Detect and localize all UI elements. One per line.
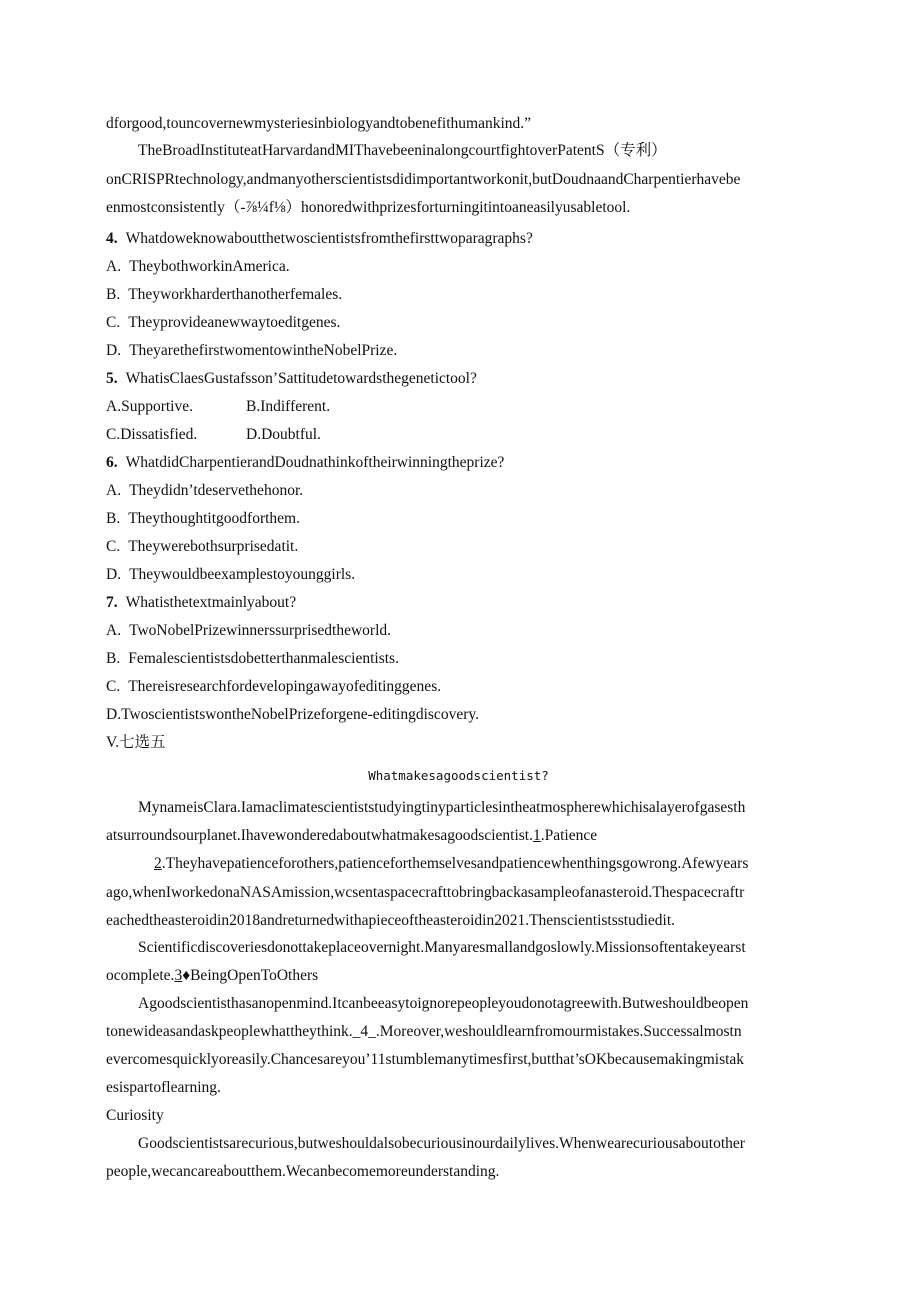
article-line: MynameisClara.Iamaclimatescientiststudyingtinyparticlesintheatmospherewhichisalayerofgasesth (138, 799, 746, 816)
section-heading: V.七选五 (106, 734, 166, 751)
option-4c[interactable]: C. Theyprovideanewwaytoeditgenes. (106, 314, 341, 331)
question-7 (106, 593, 811, 613)
option-7d[interactable]: D.TwoscientistswontheNobelPrizeforgene-editingdiscovery. (106, 706, 479, 723)
question-6 (106, 453, 811, 473)
article-line: Agoodscientisthasanopenmind.Itcanbeeasytoignorepeopleyoudonotagreewith.Butweshouldbeopen (138, 995, 749, 1012)
article-line: esispartoflearning. (106, 1079, 221, 1096)
question-number: 5. (106, 370, 118, 387)
passage-line: onCRISPRtechnology,andmanyotherscientistsdidimportantworkonit,butDoudnaandCharpentierhavebe (106, 171, 741, 188)
question-text: Whatisthetextmainlyabout? (125, 594, 297, 611)
question-text: WhatisClaesGustafsson’Sattitudetowardsthegenetictool? (125, 370, 477, 387)
option-5a[interactable]: A.Supportive. (106, 398, 193, 415)
option-7c[interactable]: C. Thereisresearchfordevelopingawayofeditinggenes. (106, 678, 442, 695)
passage-line: TheBroadInstituteatHarvardandMIThavebeeninalongcourtfightoverPatentS（专利） (138, 142, 667, 159)
question-text: WhatdidCharpentierandDoudnathinkoftheirwinningtheprize? (125, 454, 505, 471)
option-6b[interactable]: B. Theythoughtitgoodforthem. (106, 510, 300, 527)
blank-1[interactable]: 1 (532, 827, 541, 844)
question-4 (106, 229, 811, 249)
article-line: Scientificdiscoveriesdonottakeplaceovernight.Manyaresmallandgoslowly.Missionsoftentakeyearst (138, 939, 746, 956)
article-title: Whatmakesagoodscientist? (368, 768, 549, 783)
question-5 (106, 369, 811, 389)
passage-line: dforgood,touncovernewmysteriesinbiologyandtobenefithumankind.” (106, 115, 532, 132)
article-line: people,wecancareaboutthem.Wecanbecomemoreunderstanding. (106, 1163, 500, 1180)
article-line: atsurroundsourplanet.Ihavewonderedaboutwhatmakesagoodscientist.1.Patience (106, 827, 598, 844)
option-5d[interactable]: D.Doubtful. (246, 426, 321, 443)
question-number: 7. (106, 594, 118, 611)
article-line: tonewideasandaskpeoplewhattheythink._4_.Moreover,weshouldlearnfromourmistakes.Successalmostn (106, 1023, 742, 1040)
passage-line: enmostconsistently（-⅞¼f⅛）honoredwithprizesforturningitintoaneasilyusabletool. (106, 199, 631, 216)
option-4d[interactable]: D. TheyarethefirstwomentowintheNobelPrize. (106, 342, 398, 359)
option-5c[interactable]: C.Dissatisfied. (106, 426, 198, 443)
option-6d[interactable]: D. Theywouldbeexamplestoyounggirls. (106, 566, 356, 583)
option-row-5ab (106, 397, 811, 417)
option-7b[interactable]: B. Femalescientistsdobetterthanmalescientists. (106, 650, 399, 667)
question-number: 6. (106, 454, 118, 471)
article-line: ago,whenIworkedonaNASAmission,wcsentaspacecrafttobringbackasampleofanasteroid.Thespacecraftr (106, 884, 745, 901)
option-row-5cd (106, 425, 811, 445)
question-number: 4. (106, 230, 118, 247)
article-line: 2.Theyhavepatienceforothers,patienceforthemselvesandpatiencewhenthingsgowrong.Afewyears (154, 855, 749, 872)
blank-3[interactable]: 3 (174, 967, 183, 984)
article-line: evercomesquicklyoreasily.Chancesareyou’11stumblemanytimesfirst,butthat’sOKbecausemakingmistak (106, 1051, 745, 1068)
subheading-curiosity: Curiosity (106, 1107, 164, 1124)
question-text: Whatdoweknowaboutthetwoscientistsfromthefirsttwoparagraphs? (125, 230, 533, 247)
option-7a[interactable]: A. TwoNobelPrizewinnerssurprisedtheworld. (106, 622, 392, 639)
option-4b[interactable]: B. Theyworkharderthanotherfemales. (106, 286, 343, 303)
option-6c[interactable]: C. Theywerebothsurprisedatit. (106, 538, 299, 555)
option-6a[interactable]: A. Theydidn’tdeservethehonor. (106, 482, 304, 499)
blank-2[interactable]: 2 (154, 855, 162, 872)
option-5b[interactable]: B.Indifferent. (246, 398, 331, 415)
article-line: Goodscientistsarecurious,butweshouldalsobecuriousinourdailylives.Whenwearecuriousaboutother (138, 1135, 745, 1152)
article-line: ocomplete.3♦BeingOpenToOthers (106, 967, 319, 984)
article-line: eachedtheasteroidin2018andreturnedwithapieceoftheasteroidin2021.Thenscientistsstudiedit. (106, 912, 676, 929)
option-4a[interactable]: A. TheybothworkinAmerica. (106, 258, 290, 275)
